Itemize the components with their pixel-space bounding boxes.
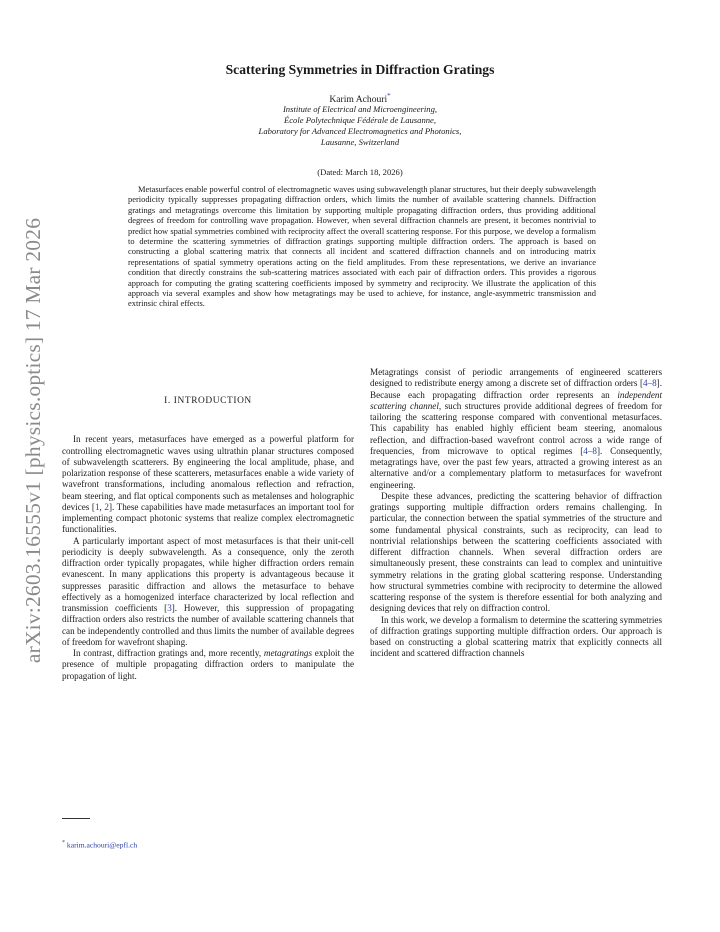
intro-paragraph: Metagratings consist of periodic arrangements of engineered scatterers designed to redistribute energy among a discrete set of diffraction orders [4–8]. Because each propagating diffraction order represents an independent scattering channel, such structures provide additional degrees of freedom for tailoring the scattering response compared with conventional metasurfaces. This capability has enabled highly efficient beam steering, anomalous reflection, and diffraction-based wavefront control across a wide range of frequencies, from microwave to optical regimes [4–8]. Consequently, metagratings have, over the past few years, attracted a growing interest as an alternative and/or a complementary platform to metasurfaces for wavefront engineering. bbox=[370, 367, 662, 490]
affiliation-line: Lausanne, Switzerland bbox=[320, 137, 400, 147]
citation-link[interactable]: 2 bbox=[104, 501, 109, 512]
intro-paragraph: In contrast, diffraction gratings and, more recently, metagratings exploit the presence of multiple propagating diffraction orders to manipulate the propagation of light. bbox=[62, 648, 354, 681]
author-name: Karim Achouri bbox=[329, 94, 388, 106]
author-email-link[interactable]: karim.achouri@epfl.ch bbox=[66, 840, 138, 850]
affiliation-line: Institute of Electrical and Microengineering, bbox=[282, 104, 438, 114]
right-column bbox=[370, 367, 662, 660]
citation-link[interactable]: 3 bbox=[167, 603, 172, 613]
citation-link[interactable]: 4–8 bbox=[583, 445, 597, 456]
citation-link[interactable]: 4–8 bbox=[642, 378, 657, 389]
left-column bbox=[62, 396, 354, 682]
intro-paragraph: Despite these advances, predicting the scattering behavior of diffraction gratings supporting multiple diffraction orders remains challenging. In particular, the connection between the spatial symmetries of the structure and some fundamental physical constraints, such as reciprocity, can lead to nontrivial relationships between the scattering coefficients associated with different diffraction channels. When several diffraction orders are simultaneously present, these constraints can lead to complex and unintuitive symmetry relations in the grating global scattering response. Understanding how structural symmetries combine with reciprocity to determine the allowed scattering response of the system is therefore essential for both analyzing and designing devices that rely on diffraction control. bbox=[370, 490, 662, 614]
abstract: Metasurfaces enable powerful control of electromagnetic waves using subwavelength planar structures, but their deeply subwavelength periodicity typically suppresses propagating diffraction orders, which limits the number of available scattering channels. Diffraction gratings and metagratings overcome this limitation by supporting multiple propagating diffraction orders, thus providing additional degrees of freedom for controlling wave propagation. However, when several diffraction channels are present, it becomes nontrivial to predict how spatial symmetries combined with reciprocity affect the overall scattering response. For this purpose, we develop a formalism to determine the scattering symmetries of diffraction gratings supporting multiple diffraction orders. The approach is based on constructing a global scattering matrix that connects all incident and scattered diffraction channels and on introducing matrix representations of spatial symmetry operations acting on the field amplitudes. From these representations, we derive an invariance condition that directly constrains the sub-scattering matrices associated with each pair of diffraction orders. This provides a rigorous approach for computing the grating scattering coefficients imposed by symmetry and reciprocity. We illustrate the application of this approach via several examples and show how metagratings may be used to achieve, for instance, angle-asymmetric transmission and extrinsic chiral effects. bbox=[128, 184, 596, 309]
section-heading: I. INTRODUCTION bbox=[164, 396, 252, 406]
intro-paragraph: A particularly important aspect of most metasurfaces is that their unit-cell periodicity is deeply subwavelength. As a consequence, only the zeroth diffraction order typically propagates, while higher diffraction orders remain evanescent. In many applications this property is advantageous because it suppresses parasitic diffraction and allows the metasurface to behave effectively as a homogenized interface characterized by local reflection and transmission coefficients [3]. However, this suppression of propagating diffraction orders also restricts the number of available scattering channels that can be independently controlled and thus limits the number of available degrees of freedom for wavefront shaping. bbox=[62, 535, 354, 647]
author-footnote-mark[interactable]: * bbox=[387, 92, 391, 100]
dated-line: (Dated: March 18, 2026) bbox=[317, 167, 403, 177]
footnote bbox=[62, 840, 137, 850]
paper-title: Scattering Symmetries in Diffraction Gratings bbox=[225, 62, 495, 77]
intro-paragraph: In recent years, metasurfaces have emerged as a powerful platform for controlling electromagnetic waves using ultrathin planar structures composed of subwavelength scatterers. By engineering the local amplitude, phase, and polarization response of these scatterers, metasurfaces enable a wide variety of wavefront transformations, including anomalous reflection and refraction, beam steering, and flat optical components such as metalenses and holographic devices [1, 2]. These capabilities have made metasurfaces an important tool for implementing compact photonic systems that realize complex electromagnetic functionalities. bbox=[62, 434, 354, 535]
arxiv-identifier-text: arXiv:2603.16555v1 [physics.optics] 17 Mar 2026 bbox=[21, 217, 46, 663]
footnote-mark: * bbox=[62, 840, 65, 846]
affiliation-line: École Polytechnique Fédérale de Lausanne, bbox=[283, 115, 436, 125]
affiliation-line: Laboratory for Advanced Electromagnetics and Photonics, bbox=[258, 126, 462, 136]
footnote-divider bbox=[62, 818, 90, 819]
intro-paragraph: In this work, we develop a formalism to determine the scattering symmetries of diffraction gratings supporting multiple diffraction orders. Our approach is based on constructing a global scattering matrix that explicitly connects all incident and scattered diffraction channels bbox=[370, 614, 662, 659]
citation-link[interactable]: 1 bbox=[94, 501, 100, 512]
affiliation bbox=[0, 104, 720, 148]
arxiv-identifier bbox=[22, 215, 46, 665]
